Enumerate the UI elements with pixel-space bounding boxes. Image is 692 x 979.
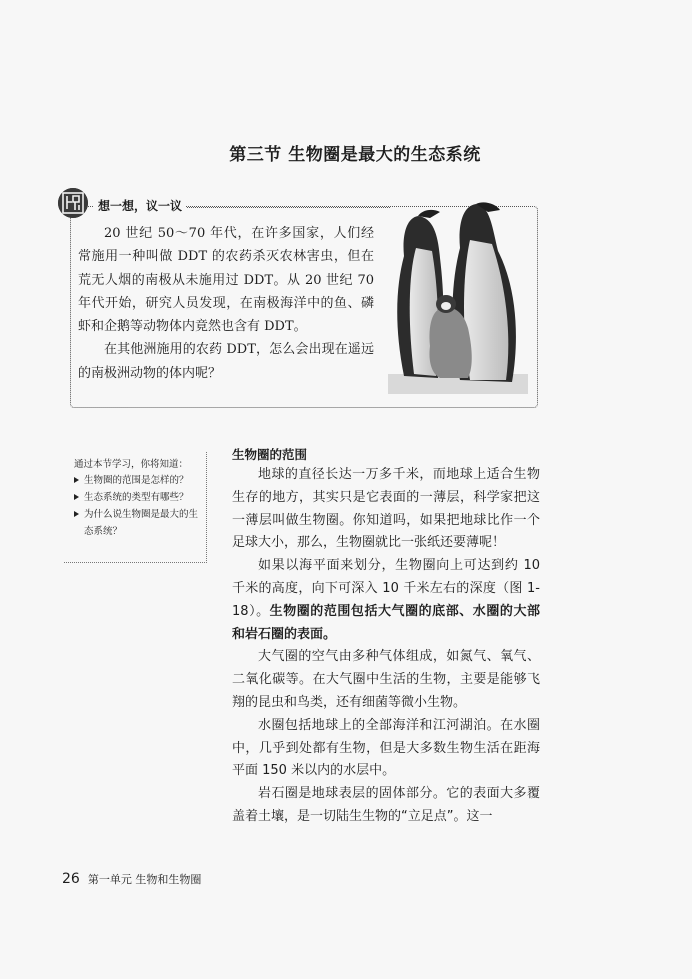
think-discuss-text xyxy=(78,222,374,385)
objective-item: 生物圈的范围是怎样的？ xyxy=(74,472,206,489)
sidebar-intro: 通过本节学习，你将知道： xyxy=(74,459,189,470)
objective-item: 为什么说生物圈是最大的生态系统？ xyxy=(74,506,206,540)
main-text xyxy=(232,464,540,829)
paragraph-2 xyxy=(232,555,540,646)
paragraph-2-text: 如果以海平面来划分，生物圈向上可达到约 10 千米的高度，向下可深入 10 千米左右的深度（图 1-18）。 xyxy=(232,558,540,619)
think-header-leader xyxy=(180,207,390,208)
objective-item: 生态系统的类型有哪些？ xyxy=(74,489,206,506)
penguins-image xyxy=(388,196,528,394)
page-number: 26 xyxy=(62,871,80,887)
think-paragraph-2: 在其他洲施用的农药 DDT，怎么会出现在遥远的南极洲动物的体内呢？ xyxy=(78,342,374,381)
unit-title: 第一单元 生物和生物圈 xyxy=(87,873,202,886)
sidebar-objectives-list xyxy=(74,472,206,540)
paragraph-3: 大气圈的空气由多种气体组成，如氮气、氧气、二氧化碳等。在大气圈中生活的生物，主要是能够飞翔的昆虫和鸟类，还有细菌等微小生物。 xyxy=(232,649,540,710)
paragraph-2-bold: 生物圈的范围包括大气圈的底部、水圈的大部和岩石圈的表面。 xyxy=(232,603,540,642)
page-footer xyxy=(62,871,201,887)
think-paragraph-1: 20 世纪 50～70 年代，在许多国家，人们经常施用一种叫做 DDT 的农药杀灭农林害虫，但在荒无人烟的南极从未施用过 DDT。从 20 世纪 70 年代开始，研究人员发现，在南极海洋中的鱼、磷虾和企鹅等动物体内竟然也含有 DDT。 xyxy=(78,226,374,335)
section-heading: 生物圈的范围 xyxy=(232,447,308,462)
paragraph-4: 水圈包括地球上的全部海洋和江河湖泊。在水圈中，几乎到处都有生物，但是大多数生物生活在距海平面 150 米以内的水层中。 xyxy=(232,717,540,779)
think-discuss-icon xyxy=(58,188,88,218)
paragraph-1: 地球的直径长达一万多千米，而地球上适合生物生存的地方，其实只是它表面的一薄层，科学家把这一薄层叫做生物圈。你知道吗，如果把地球比作一个足球大小，那么，生物圈就比一张纸还要薄呢！ xyxy=(232,467,540,551)
page-title: 第三节 生物圈是最大的生态系统 xyxy=(229,145,481,165)
paragraph-5: 岩石圈是地球表层的固体部分。它的表面大多覆盖着土壤，是一切陆生生物的“立足点”。这一 xyxy=(232,786,540,824)
think-discuss-label: 想一想，议一议 xyxy=(94,197,186,214)
